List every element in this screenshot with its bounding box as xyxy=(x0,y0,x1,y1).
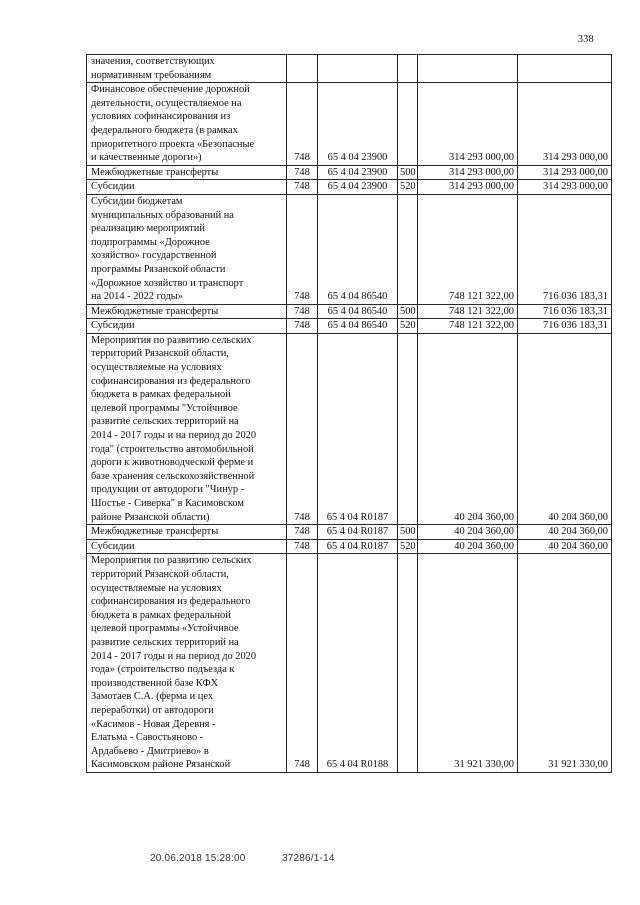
page-number: 338 xyxy=(578,34,594,45)
row-amount-2019: 31 921 330,00 xyxy=(418,554,518,773)
row-amount-2019: 40 204 360,00 xyxy=(418,525,518,540)
row-amount-2019: 40 204 360,00 xyxy=(418,333,518,524)
row-ministry-code: 748 xyxy=(287,554,318,773)
row-name: Субсидии xyxy=(87,319,287,334)
row-target-article: 65 4 04 23900 xyxy=(318,83,398,166)
table-row xyxy=(87,525,612,540)
row-expense-type: 520 xyxy=(398,319,418,334)
row-ministry-code: 748 xyxy=(287,525,318,540)
footer-doc-number: 37286/1-14 xyxy=(282,853,335,864)
budget-table-body xyxy=(87,55,612,773)
row-amount-2019 xyxy=(418,55,518,83)
row-expense-type xyxy=(398,83,418,166)
row-amount-2020: 40 204 360,00 xyxy=(518,333,612,524)
row-expense-type xyxy=(398,194,418,304)
row-expense-type: 500 xyxy=(398,525,418,540)
row-ministry-code: 748 xyxy=(287,165,318,180)
row-amount-2019: 40 204 360,00 xyxy=(418,539,518,554)
row-amount-2019: 314 293 000,00 xyxy=(418,180,518,195)
row-name: значения, соответствующих нормативным требованиям xyxy=(87,55,287,83)
row-name: Субсидии xyxy=(87,180,287,195)
row-name: Субсидии xyxy=(87,539,287,554)
row-ministry-code: 748 xyxy=(287,304,318,319)
row-amount-2020: 314 293 000,00 xyxy=(518,83,612,166)
row-amount-2020: 716 036 183,31 xyxy=(518,304,612,319)
table-row xyxy=(87,554,612,773)
row-amount-2019: 748 121 322,00 xyxy=(418,319,518,334)
row-amount-2020: 716 036 183,31 xyxy=(518,194,612,304)
row-name: Субсидии бюджетам муниципальных образований на реализацию мероприятий подпрограммы «Дорожное хозяйство» государственной программы Рязанской области «Дорожное хозяйство и транспорт на 2014 - 2022 годы» xyxy=(87,194,287,304)
row-target-article: 65 4 04 R0187 xyxy=(318,539,398,554)
row-amount-2019: 314 293 000,00 xyxy=(418,83,518,166)
row-ministry-code: 748 xyxy=(287,194,318,304)
row-expense-type xyxy=(398,55,418,83)
row-ministry-code: 748 xyxy=(287,83,318,166)
row-name: Мероприятия по развитию сельских территорий Рязанской области, осуществляемые на условиях софинансирования из федерального бюджета в рамках федеральной целевой программы «Устойчивое развитие сельских территорий на 2014 - 2017 годы и на период до 2020 года» (строительство подъезда к производственной базе КФХ Замотаев С.А. (ферма и цех переработки) от автодороги «Касимов - Новая Деревня - Елатьма - Савостьяново - Ардабьево - Дмитриево» в Касимовском районе Рязанской xyxy=(87,554,287,773)
row-expense-type xyxy=(398,333,418,524)
row-target-article: 65 4 04 86540 xyxy=(318,319,398,334)
row-amount-2019: 314 293 000,00 xyxy=(418,165,518,180)
row-name: Межбюджетные трансферты xyxy=(87,304,287,319)
row-amount-2019: 748 121 322,00 xyxy=(418,304,518,319)
row-amount-2020 xyxy=(518,55,612,83)
row-target-article: 65 4 04 23900 xyxy=(318,180,398,195)
row-ministry-code xyxy=(287,55,318,83)
row-name: Межбюджетные трансферты xyxy=(87,525,287,540)
row-ministry-code: 748 xyxy=(287,319,318,334)
table-row xyxy=(87,304,612,319)
row-expense-type: 500 xyxy=(398,165,418,180)
row-amount-2020: 40 204 360,00 xyxy=(518,539,612,554)
row-amount-2020: 31 921 330,00 xyxy=(518,554,612,773)
row-amount-2020: 716 036 183,31 xyxy=(518,319,612,334)
row-name: Финансовое обеспечение дорожной деятельности, осуществляемое на условиях софинансирования из федерального бюджета (в рамках приоритетного проекта «Безопасные и качественные дороги») xyxy=(87,83,287,166)
row-ministry-code: 748 xyxy=(287,333,318,524)
table-row xyxy=(87,55,612,83)
row-target-article: 65 4 04 R0187 xyxy=(318,333,398,524)
footer-timestamp: 20.06.2018 15:28:00 xyxy=(150,853,246,864)
row-target-article: 65 4 04 23900 xyxy=(318,165,398,180)
row-target-article: 65 4 04 R0188 xyxy=(318,554,398,773)
row-amount-2020: 314 293 000,00 xyxy=(518,180,612,195)
row-amount-2020: 40 204 360,00 xyxy=(518,525,612,540)
row-expense-type: 520 xyxy=(398,180,418,195)
table-row xyxy=(87,83,612,166)
row-amount-2020: 314 293 000,00 xyxy=(518,165,612,180)
row-expense-type: 520 xyxy=(398,539,418,554)
row-target-article: 65 4 04 86540 xyxy=(318,194,398,304)
table-row xyxy=(87,333,612,524)
row-expense-type xyxy=(398,554,418,773)
budget-table xyxy=(86,54,612,773)
row-ministry-code: 748 xyxy=(287,180,318,195)
row-amount-2019: 748 121 322,00 xyxy=(418,194,518,304)
row-name: Межбюджетные трансферты xyxy=(87,165,287,180)
row-target-article: 65 4 04 R0187 xyxy=(318,525,398,540)
table-row xyxy=(87,539,612,554)
row-name: Мероприятия по развитию сельских территорий Рязанской области, осуществляемые на условиях софинансирования из федерального бюджета в рамках федеральной целевой программы "Устойчивое развитие сельских территорий на 2014 - 2017 годы и на период до 2020 года" (строительство автомобильной дороги к животноводческой ферме и базе хранения сельскохозяйственной продукции от автодороги "Чинур - Шостье - Сиверка" в Касимовском районе Рязанской области) xyxy=(87,333,287,524)
row-ministry-code: 748 xyxy=(287,539,318,554)
row-expense-type: 500 xyxy=(398,304,418,319)
table-row xyxy=(87,180,612,195)
table-row xyxy=(87,194,612,304)
row-target-article: 65 4 04 86540 xyxy=(318,304,398,319)
table-row xyxy=(87,165,612,180)
row-target-article xyxy=(318,55,398,83)
table-row xyxy=(87,319,612,334)
